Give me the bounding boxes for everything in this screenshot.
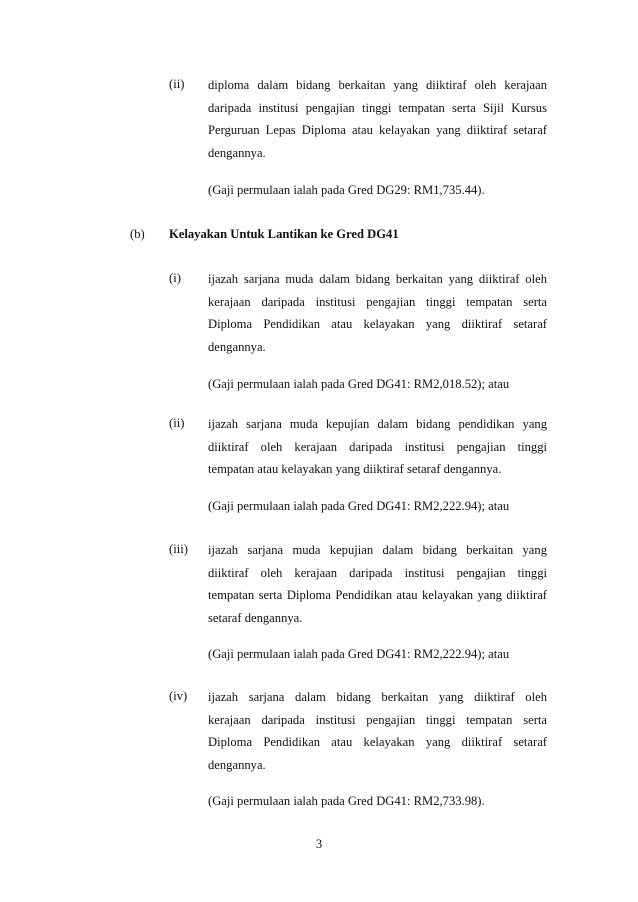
item-label: (ii) (169, 77, 185, 91)
item-line: dengannya. (208, 145, 266, 160)
salary-note: (Gaji permulaan ialah pada Gred DG29: RM1,735.44). (208, 183, 485, 197)
item-line: Diploma Pendidikan atau kelayakan yang diiktiraf setaraf (208, 317, 547, 331)
item-line: kerajaan daripada institusi pengajian tinggi tempatan serta (208, 712, 547, 727)
item-line: diiktiraf oleh kerajaan daripada institusi pengajian tinggi (208, 439, 547, 454)
item-label: (iv) (169, 689, 188, 703)
item-line: kerajaan daripada institusi pengajian tinggi tempatan serta (208, 294, 547, 309)
section-label: (b) (130, 227, 145, 241)
item-text (208, 539, 547, 629)
item-line: diploma dalam bidang berkaitan yang diiktiraf oleh kerajaan (208, 78, 547, 92)
item-line: dengannya. (208, 339, 266, 354)
page-number: 3 (315, 837, 323, 851)
salary-note: (Gaji permulaan ialah pada Gred DG41: RM2,222.94); atau (208, 647, 510, 661)
item-line: daripada institusi pengajian tinggi tempatan serta Sijil Kursus (208, 100, 547, 115)
item-line: diiktiraf oleh kerajaan daripada institusi pengajian tinggi (208, 565, 547, 580)
item-label: (i) (169, 271, 181, 285)
salary-note: (Gaji permulaan ialah pada Gred DG41: RM2,018.52); atau (208, 377, 510, 391)
item-line: ijazah sarjana muda kepujian dalam bidang berkaitan yang (208, 543, 547, 557)
item-text (208, 413, 547, 481)
item-line: ijazah sarjana muda dalam bidang berkaitan yang diiktiraf oleh (208, 272, 547, 286)
salary-note: (Gaji permulaan ialah pada Gred DG41: RM2,733.98). (208, 794, 485, 808)
item-text (208, 686, 547, 776)
salary-note: (Gaji permulaan ialah pada Gred DG41: RM2,222.94); atau (208, 499, 510, 513)
item-line: tempatan serta Diploma Pendidikan atau kelayakan yang diiktiraf (208, 588, 547, 602)
item-line: setaraf dengannya. (208, 610, 303, 625)
item-line: Perguruan Lepas Diploma atau kelayakan yang diiktiraf setaraf (208, 123, 547, 137)
item-line: tempatan atau kelayakan yang diiktiraf setaraf dengannya. (208, 462, 502, 476)
item-line: Diploma Pendidikan atau kelayakan yang diiktiraf setaraf (208, 735, 547, 749)
item-text (208, 268, 547, 358)
item-line: ijazah sarjana dalam bidang berkaitan yang diiktiraf oleh (208, 690, 547, 704)
item-text (208, 74, 547, 164)
item-line: dengannya. (208, 757, 266, 772)
item-line: ijazah sarjana muda kepujian dalam bidang pendidikan yang (208, 417, 547, 431)
item-label: (ii) (169, 416, 185, 430)
item-label: (iii) (169, 542, 188, 556)
section-heading: Kelayakan Untuk Lantikan ke Gred DG41 (169, 227, 399, 241)
